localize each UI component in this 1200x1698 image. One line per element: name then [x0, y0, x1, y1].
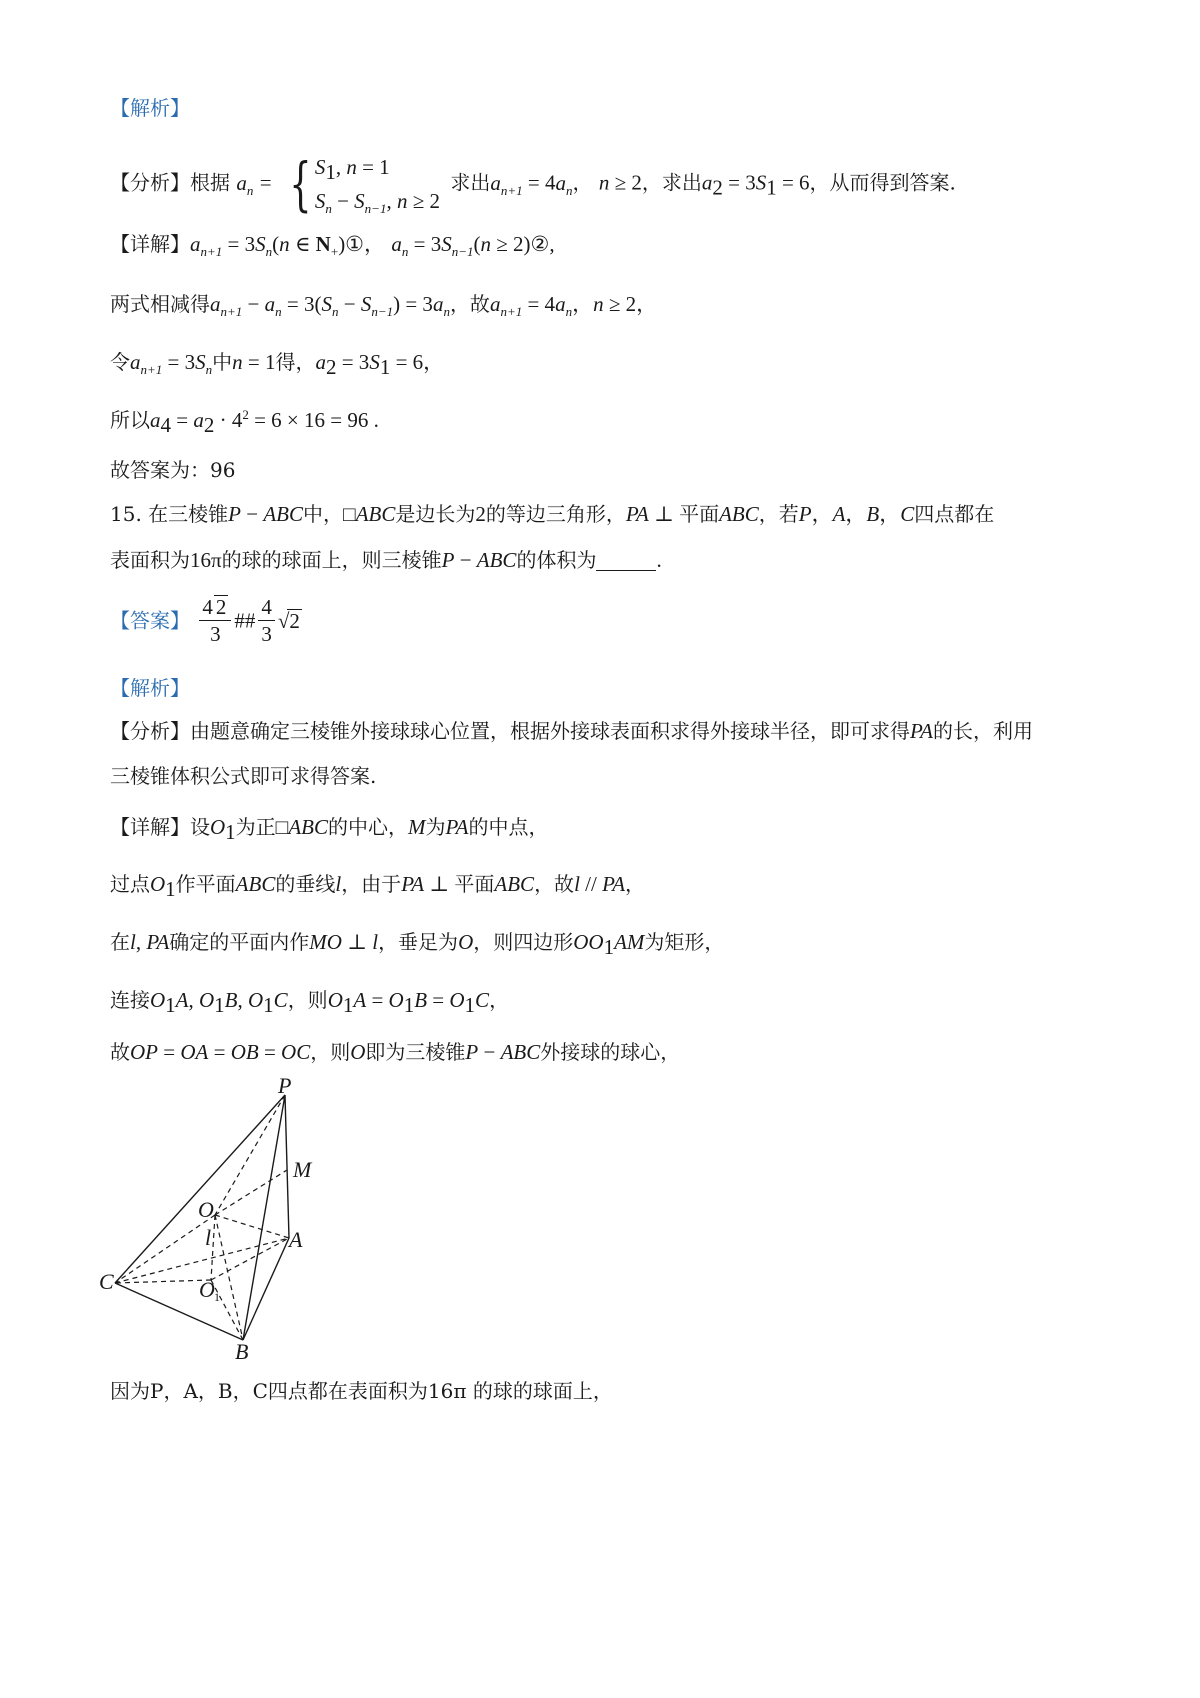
q15-detail-last-line: 因为P，A，B，C四点都在表面积为16π 的球的球面上，: [110, 1379, 613, 1403]
edge-PA: [285, 1095, 289, 1238]
q15-detail-line4: 连接$O_1A$, $O_1B$, $O_1C$，则$O_1A = O_1B = O_1C$，: [110, 988, 510, 1017]
answer-blank: [596, 550, 656, 571]
line-O1A: [211, 1238, 289, 1280]
label-C: C: [99, 1269, 114, 1294]
line-O1B: [211, 1280, 243, 1340]
line-l: [211, 1215, 215, 1280]
detail-tag: 【详解】: [110, 232, 190, 256]
label-B: B: [235, 1339, 249, 1364]
q14-analysis-line: 【分析】根据 $a_n$ = { $S_1$, n = 1 $S_n - S_{n-1}$, n ≥ 2 求出$a_{n+1} = 4a_n$， n ≥ 2，求出$a_2 = 3S_1 = 6$，从而得到答案.: [110, 150, 956, 218]
q14-detail-line2: 两式相减得$a_{n+1} - a_n = 3(S_n - S_{n-1}) = 3a_n$，故$a_{n+1} = 4a_n$，n ≥ 2，: [110, 292, 658, 319]
analysis-tag: 【分析】: [110, 170, 190, 195]
tetrahedron-figure: [95, 1075, 335, 1365]
label-O1-subscript: 1: [214, 1290, 220, 1304]
q15-analysis-line1: 【分析】由题意确定三棱锥外接球球心位置，根据外接球表面积求得外接球半径，即可求得PA的长，利用: [110, 719, 1033, 743]
q14-answer-line: 故答案为：96: [110, 458, 236, 482]
q14-detail-line1: 【详解】$a_{n+1} = 3S_n(n$ ∈ $N_+)①$， $a_n = 3S_{n-1}(n$ ≥ 2)②,: [110, 232, 555, 259]
edge-PB: [243, 1095, 285, 1340]
label-A: A: [289, 1227, 303, 1252]
label-O: O: [198, 1197, 214, 1222]
answer-tag: 【答案】: [110, 608, 190, 633]
q14-detail-line3: 令$a_{n+1} = 3S_n$中n = 1得，$a_2 = 3S_1 = 6$，: [110, 350, 445, 379]
label-M: M: [293, 1157, 312, 1182]
label-O1: O: [199, 1277, 215, 1302]
line-O1C: [115, 1280, 211, 1283]
q14-detail-line4: 所以$a_4 = a_2 \cdot 4^2 = 6 \times 16 = 96$ .: [110, 407, 379, 437]
q15-detail-line1: 【详解】设$O_1$为正□ABC的中心，M为PA的中点，: [110, 815, 549, 844]
piecewise-formula: { $S_1$, n = 1 $S_n - S_{n-1}$, n ≥ 2: [289, 150, 440, 218]
question-number: 15.: [110, 502, 142, 526]
q15-stem-line2: 表面积为16π的球的球面上，则三棱锥P − ABC的体积为 .: [110, 548, 662, 572]
line-OB: [215, 1215, 243, 1340]
label-l: l: [205, 1225, 212, 1250]
edge-CB: [115, 1283, 243, 1340]
line-OA: [215, 1215, 289, 1238]
line-OM: [215, 1170, 287, 1215]
q15-detail-line5: 故OP = OA = OB = OC，则O即为三棱锥P − ABC外接球的球心，: [110, 1040, 681, 1064]
q15-stem-line1: 15. 在三棱锥P − ABC中，□ABC是边长为2的等边三角形，PA ⊥ 平面ABC，若P，A，B，C四点都在: [110, 502, 995, 526]
line-OC: [115, 1215, 215, 1283]
edge-BA: [243, 1238, 289, 1340]
label-P: P: [278, 1075, 292, 1098]
q15-answer-line: 【答案】 $\frac{4 2}{3}$ ## $\frac{4}{3}$ √2: [110, 595, 300, 646]
edge-PC: [115, 1095, 285, 1283]
analysis-heading: 【解析】: [110, 96, 190, 120]
q15-analysis-line2: 三棱锥体积公式即可求得答案.: [110, 764, 377, 788]
q15-detail-line3: 在l, PA确定的平面内作MO ⊥ l，垂足为O，则四边形$OO_1AM$为矩形，: [110, 930, 725, 959]
q15-detail-line2: 过点$O_1$作平面ABC的垂线l，由于PA ⊥ 平面ABC，故l // PA，: [110, 872, 646, 901]
analysis-heading-2: 【解析】: [110, 676, 190, 700]
